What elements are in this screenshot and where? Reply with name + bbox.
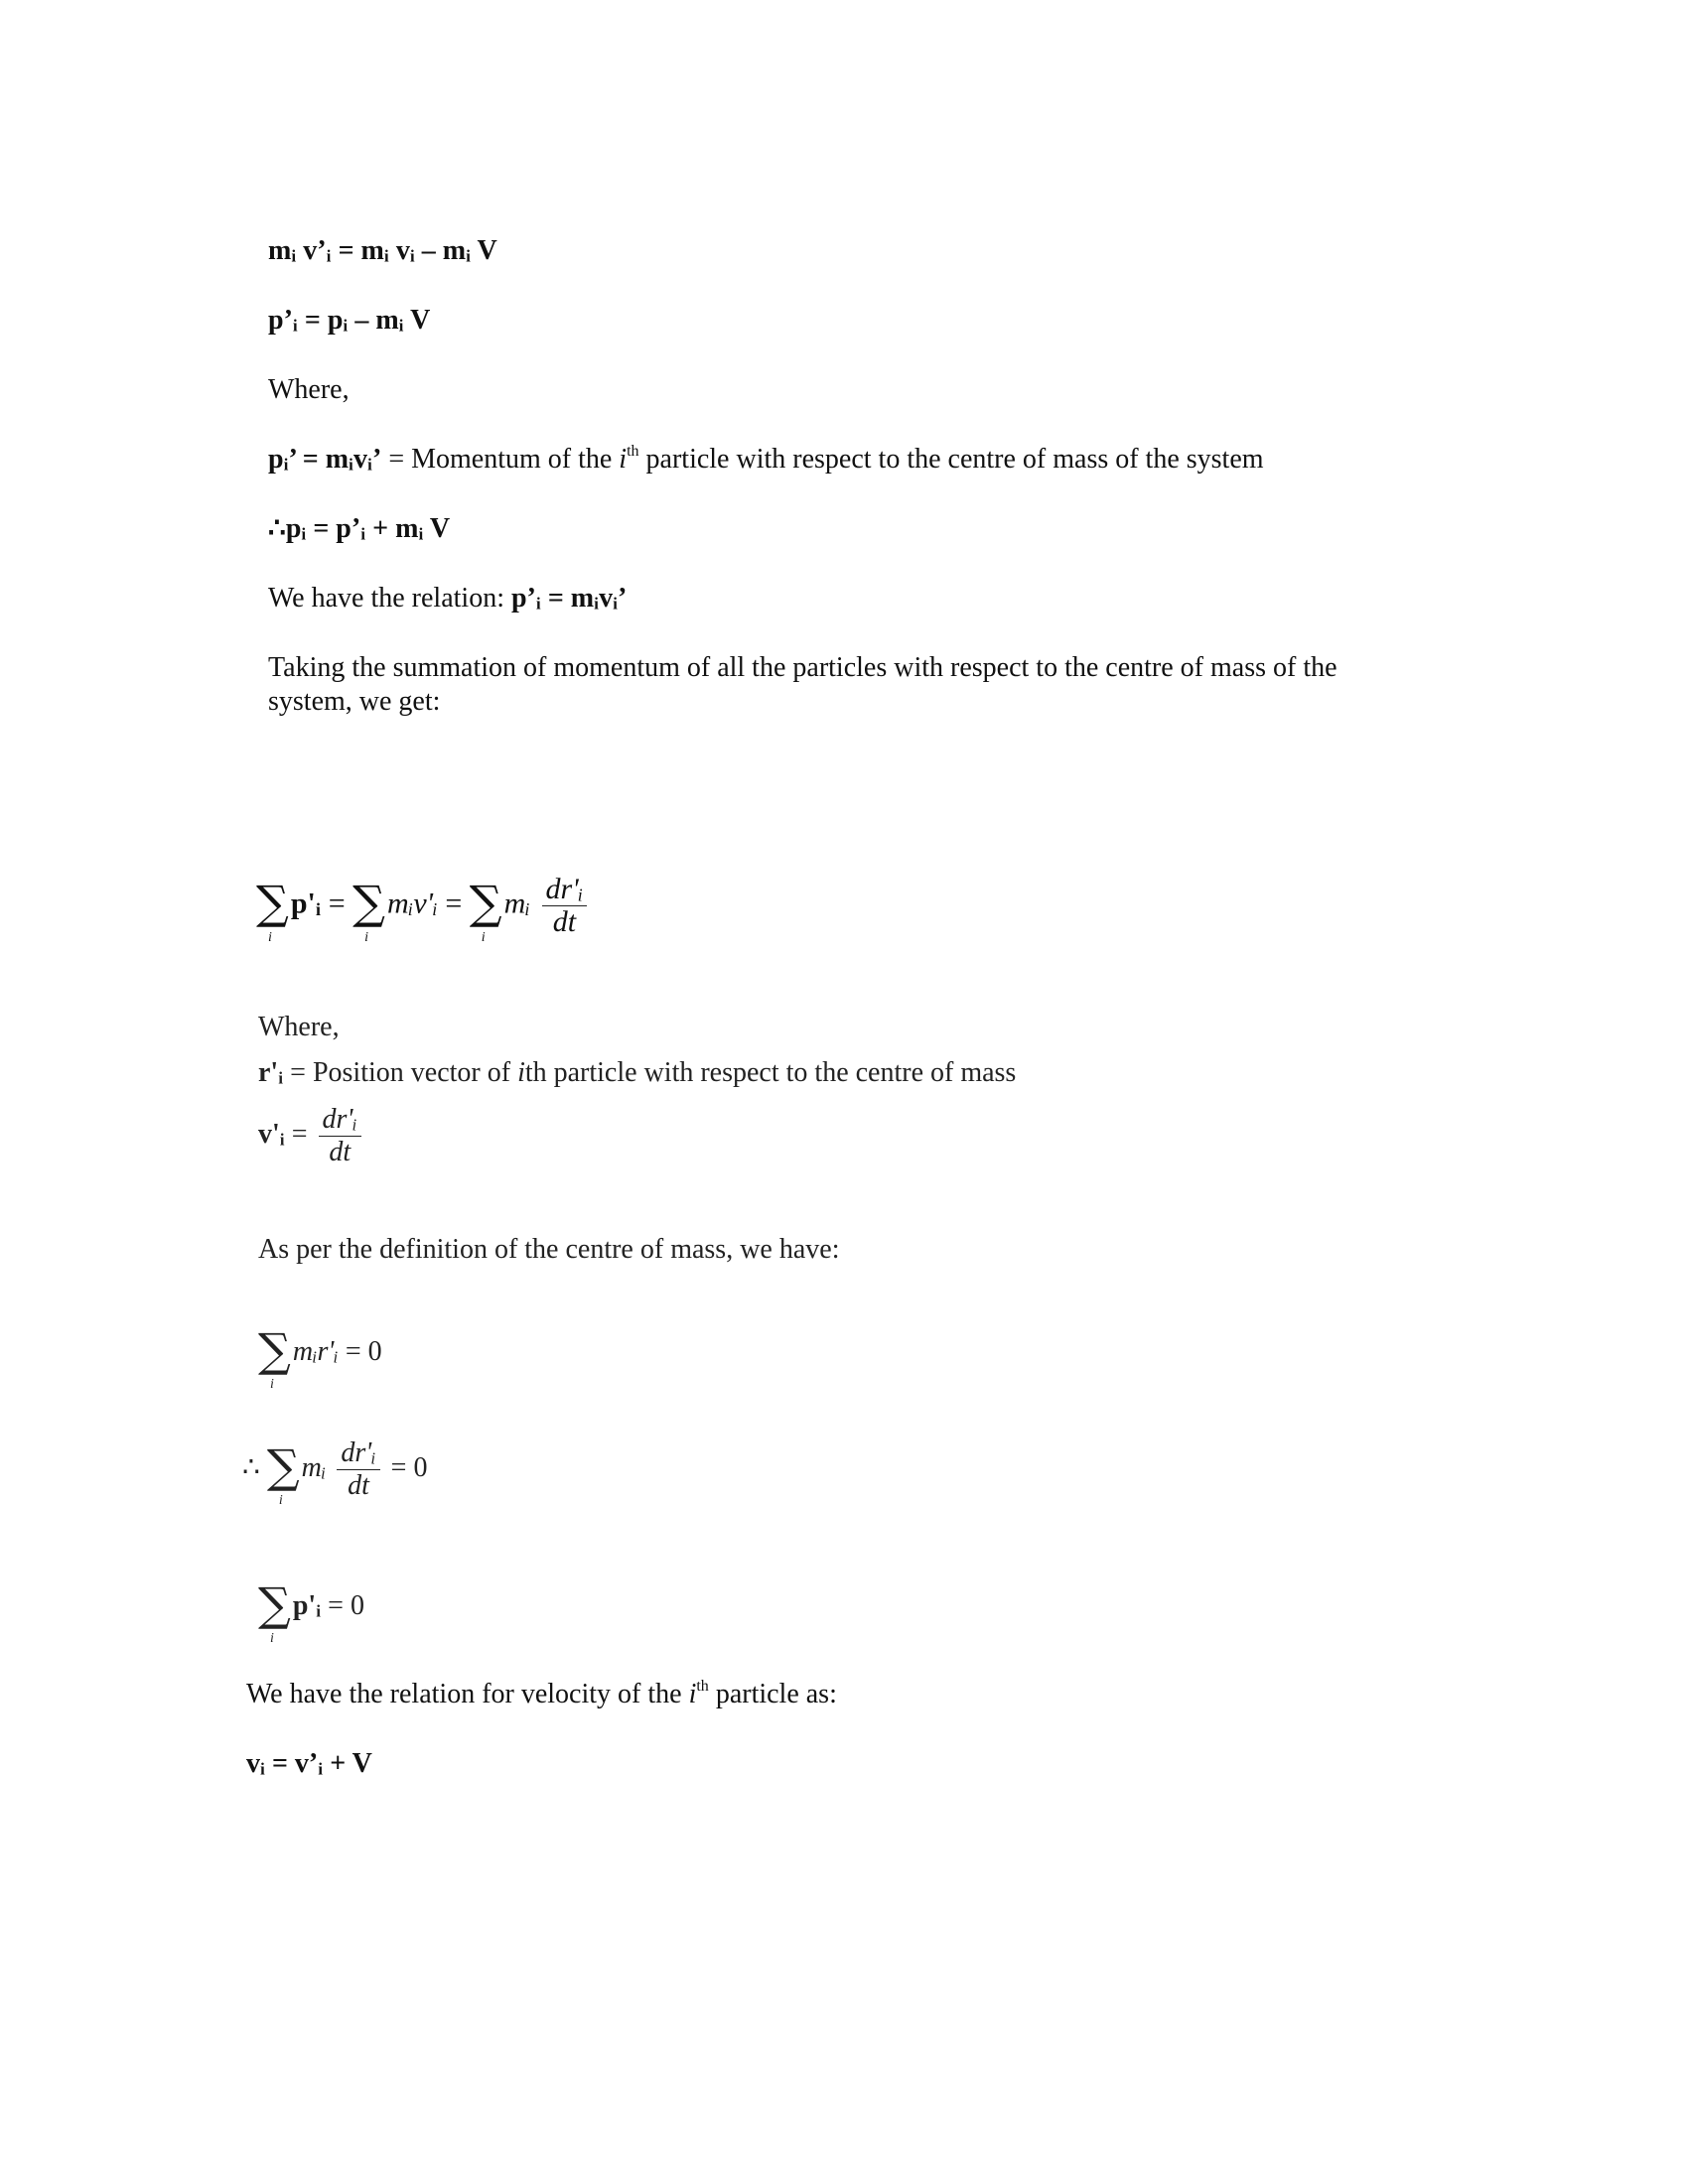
velocity-relation-line — [246, 1678, 837, 1711]
com-definition-text: As per the definition of the centre of mass, we have: — [258, 1234, 840, 1265]
v-prime-symbol: v'ᵢ — [258, 1118, 285, 1150]
r-def-ith: i — [517, 1057, 525, 1088]
fraction-den: dt — [552, 905, 577, 938]
com-definition-line — [258, 1233, 839, 1267]
therefore-symbol: ∴ — [242, 1451, 260, 1483]
velocity-i: i — [688, 1679, 697, 1709]
fraction-v-dr-dt — [319, 1104, 361, 1168]
sum-m-term: mᵢ — [503, 887, 531, 920]
sigma-2: ∑ i — [352, 876, 385, 946]
where-label-1 — [268, 373, 350, 407]
where-text-1: Where, — [268, 374, 350, 405]
eq-zero-3: = 0 — [328, 1590, 364, 1621]
momentum-def-text-a: = Momentum of the — [381, 444, 620, 475]
fraction-dr-dt-2 — [337, 1437, 379, 1502]
sigma-3: ∑ i — [469, 876, 502, 946]
velocity-eq-text: vᵢ = v’ᵢ + V — [246, 1748, 372, 1779]
fraction-dr-dt — [542, 874, 588, 938]
relation-line — [268, 582, 627, 615]
momentum-def-th: th — [627, 443, 639, 460]
equation-p-text: p’ᵢ = pᵢ – mᵢ V — [268, 305, 431, 336]
fraction-2-num: dr'ᵢ — [341, 1437, 376, 1468]
summation-equation — [256, 873, 591, 946]
summation-text: Taking the summation of momentum of all the particles with respect to the centre of mass of the system, we get: — [268, 652, 1337, 717]
r-def-text: = Position vector of — [283, 1057, 518, 1088]
therefore-sum-equation — [242, 1437, 428, 1508]
where-label-2 — [258, 1011, 340, 1044]
sum-p-zero-equation — [258, 1577, 364, 1646]
summation-paragraph — [268, 651, 1360, 719]
sum-m-term-2: mᵢ — [301, 1451, 327, 1483]
momentum-def-lhs: pᵢ’ = mᵢvᵢ’ — [268, 444, 382, 475]
fraction-v-den: dt — [329, 1137, 352, 1167]
equals-2: = — [445, 887, 463, 920]
velocity-prime-definition — [258, 1104, 365, 1168]
equation-mv-text: mᵢ v’ᵢ = mᵢ vᵢ – mᵢ V — [268, 235, 497, 266]
velocity-equation — [246, 1747, 372, 1781]
sum-p-zero-term: p'ᵢ — [292, 1590, 322, 1621]
velocity-th: th — [696, 1678, 709, 1695]
sum-mv-term: mᵢv'ᵢ — [386, 887, 438, 920]
velocity-text-b: particle as: — [708, 1679, 837, 1709]
sigma-1: ∑ i — [256, 876, 289, 946]
where-text-2: Where, — [258, 1012, 340, 1042]
eq-zero-1: = 0 — [345, 1336, 382, 1367]
sigma-5: ∑ i — [266, 1438, 300, 1508]
relation-eq: p’ᵢ = mᵢvᵢ’ — [510, 583, 628, 614]
r-def-text-b: th particle with respect to the centre of mass — [524, 1057, 1017, 1088]
equals-v: = — [291, 1118, 308, 1150]
eq-zero-2: = 0 — [390, 1451, 428, 1483]
momentum-def-i: i — [619, 444, 628, 475]
position-vector-definition — [258, 1056, 1016, 1090]
sigma-6: ∑ i — [258, 1577, 291, 1646]
therefore-p-equation — [268, 512, 450, 546]
sum-mr-equation — [258, 1323, 382, 1392]
equals-1: = — [328, 887, 346, 920]
momentum-def-text-b: particle with respect to the centre of mass of the system — [638, 444, 1264, 475]
fraction-v-num: dr'ᵢ — [322, 1104, 357, 1135]
fraction-2-den: dt — [348, 1470, 369, 1501]
fraction-num: dr'ᵢ — [545, 873, 584, 905]
sigma-4: ∑ i — [258, 1323, 291, 1392]
equation-mv — [268, 234, 497, 268]
r-prime-symbol: r'ᵢ — [258, 1057, 284, 1088]
velocity-text-a: We have the relation for velocity of the — [246, 1679, 689, 1709]
relation-text: We have the relation: — [268, 583, 511, 614]
equation-p — [268, 304, 430, 338]
sum-mr-term: mᵢr'ᵢ — [292, 1336, 339, 1367]
therefore-p-text: ∴pᵢ = p’ᵢ + mᵢ V — [268, 513, 451, 544]
sum-p-term: p'ᵢ — [290, 887, 322, 920]
momentum-definition — [268, 443, 1264, 477]
